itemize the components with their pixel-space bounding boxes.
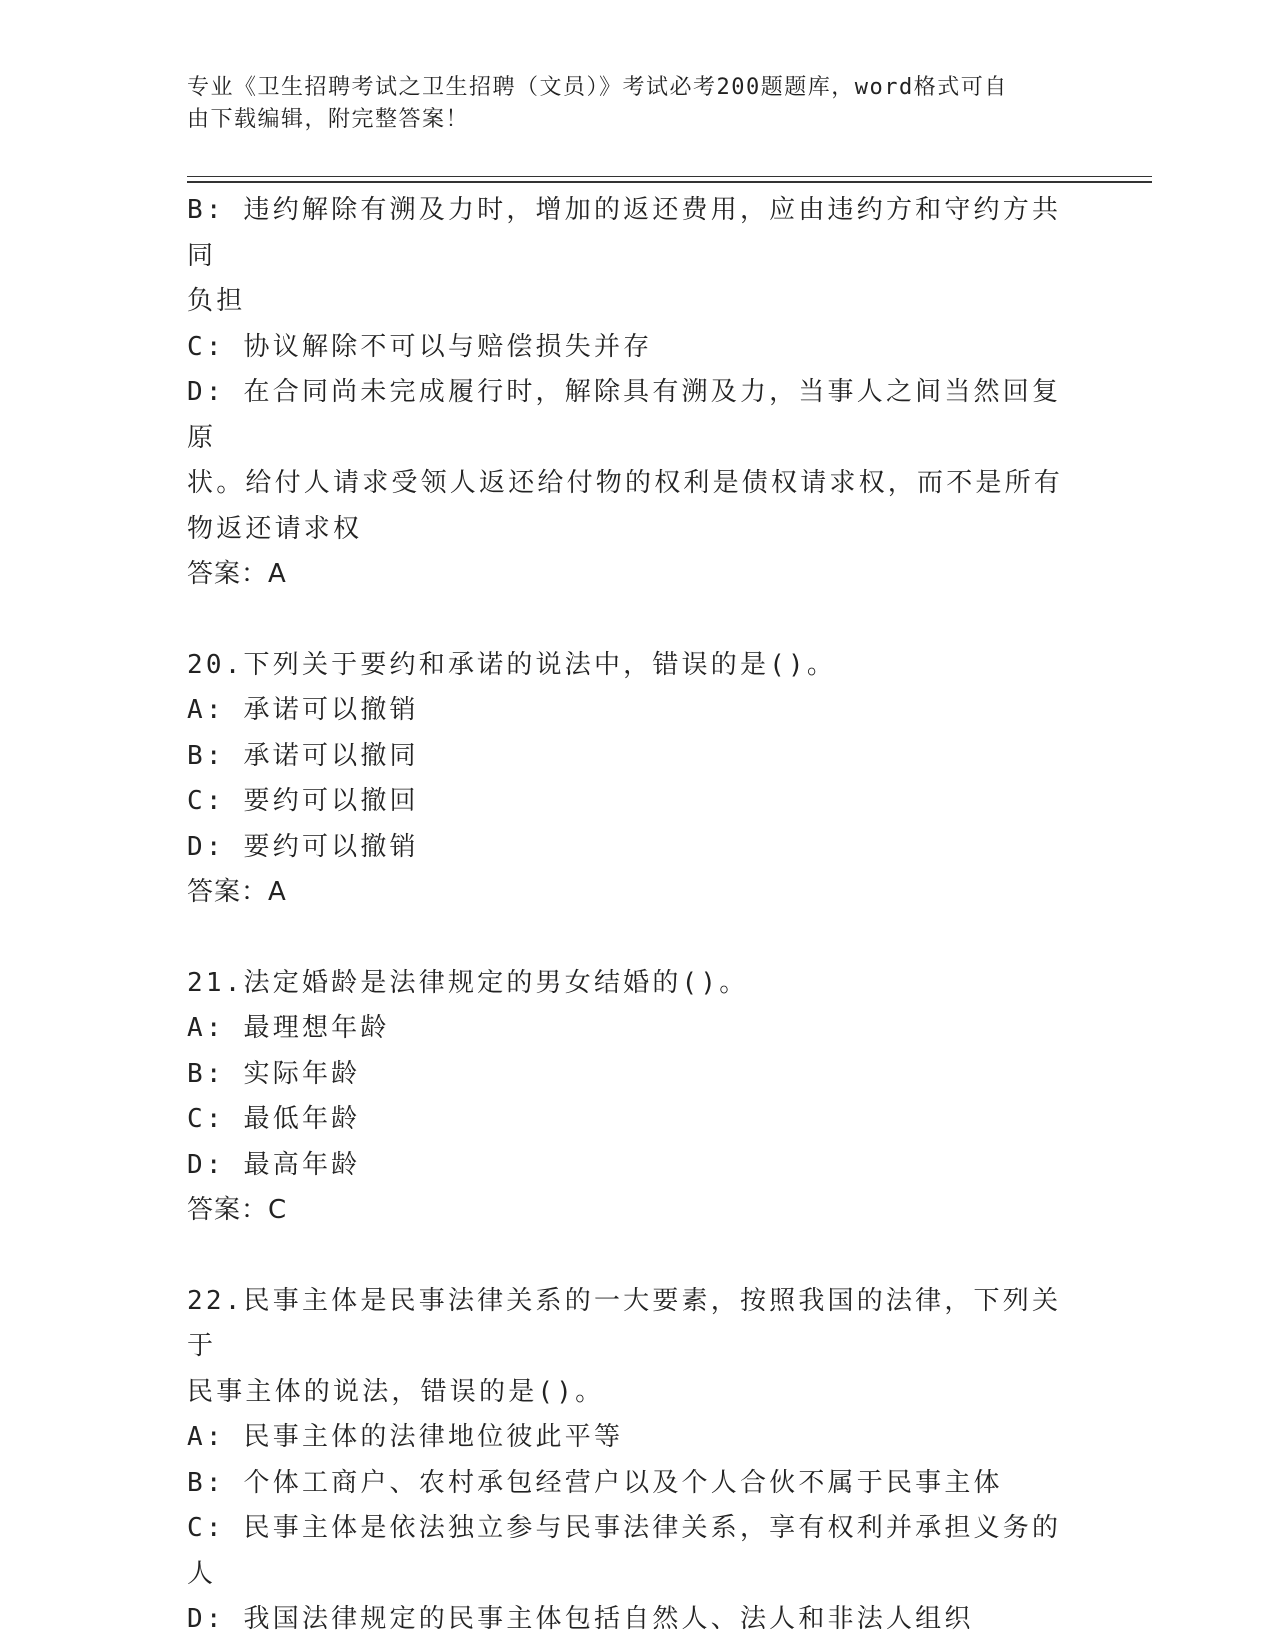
option-d-line-1: D: 在合同尚未完成履行时，解除具有溯及力，当事人之间当然回复原	[187, 377, 1062, 453]
option-c: C: 要约可以撤回	[187, 786, 419, 816]
question-stem: 21.法定婚龄是法律规定的男女结婚的()。	[187, 967, 749, 998]
question-stem-line-2: 民事主体的说法，错误的是()。	[187, 1376, 605, 1407]
header-line-2: 由下载编辑，附完整答案！	[187, 107, 470, 132]
question-stem: 20.下列关于要约和承诺的说法中，错误的是()。	[187, 649, 837, 680]
question-20	[187, 643, 1077, 916]
option-b-line-2: 负担	[187, 286, 246, 316]
document-header	[187, 72, 1067, 136]
option-d: D: 要约可以撤销	[187, 831, 419, 862]
question-stem-line-1: 22.民事主体是民事法律关系的一大要素，按照我国的法律，下列关于	[187, 1285, 1062, 1361]
option-a: A: 承诺可以撤销	[187, 695, 419, 725]
option-d: D: 我国法律规定的民事主体包括自然人、法人和非法人组织	[187, 1604, 974, 1634]
option-b: B: 承诺可以撤同	[187, 740, 419, 771]
option-c: C: 最低年龄	[187, 1104, 361, 1134]
option-b: B: 个体工商户、农村承包经营户以及个人合伙不属于民事主体	[187, 1467, 1003, 1498]
answer-20: 答案：A	[187, 877, 287, 907]
header-line-1: 专业《卫生招聘考试之卫生招聘（文员）》考试必考200题题库，word格式可自	[187, 75, 1008, 100]
question-spacer	[187, 916, 1077, 961]
question-spacer	[187, 598, 1077, 643]
option-c: C: 民事主体是依法独立参与民事法律关系，享有权利并承担义务的人	[187, 1513, 1062, 1589]
option-a: A: 最理想年龄	[187, 1013, 390, 1043]
question-21	[187, 961, 1077, 1234]
option-b-line-1: B: 违约解除有溯及力时，增加的返还费用，应由违约方和守约方共同	[187, 195, 1062, 271]
question-22	[187, 1279, 1077, 1643]
option-d: D: 最高年龄	[187, 1149, 361, 1180]
header-divider-thin	[187, 176, 1152, 177]
option-d-line-3: 物返还请求权	[187, 513, 363, 544]
document-body	[187, 188, 1077, 1643]
option-a: A: 民事主体的法律地位彼此平等	[187, 1422, 624, 1452]
question-19-tail	[187, 188, 1077, 598]
option-b: B: 实际年龄	[187, 1058, 361, 1089]
header-divider-thick	[187, 181, 1152, 183]
answer-19: 答案：A	[187, 559, 287, 589]
question-spacer	[187, 1234, 1077, 1279]
option-d-line-2: 状。给付人请求受领人返还给付物的权利是债权请求权，而不是所有	[187, 468, 1064, 498]
answer-21: 答案：C	[187, 1195, 288, 1225]
option-c: C: 协议解除不可以与赔偿损失并存	[187, 331, 653, 362]
